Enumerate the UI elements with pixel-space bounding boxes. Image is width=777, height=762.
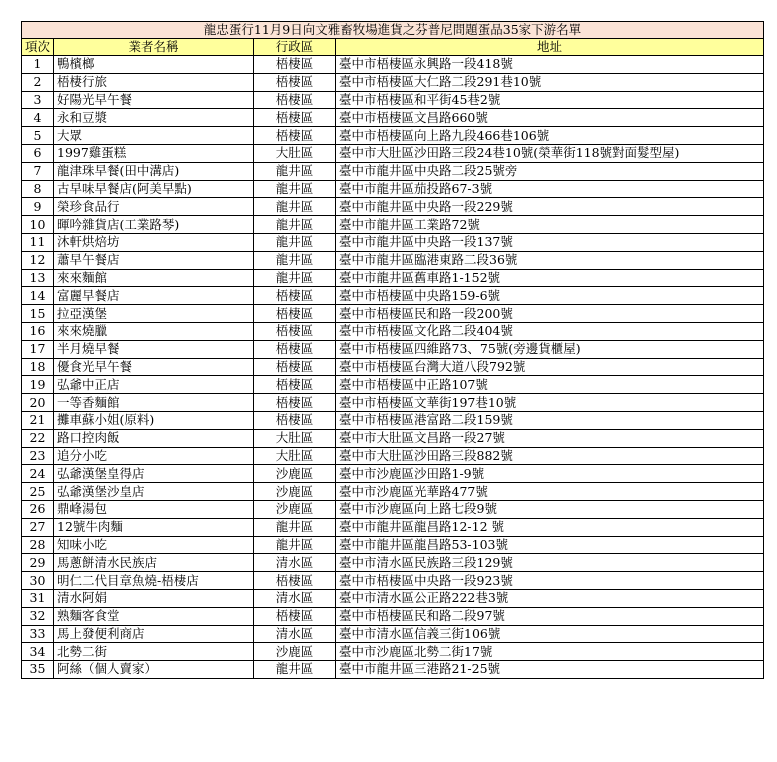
- address: 臺中市大肚區文昌路一段27號: [336, 429, 764, 447]
- business-name: 沐軒烘焙坊: [54, 233, 254, 251]
- row-number: 26: [22, 500, 54, 518]
- address: 臺中市梧棲區民和路二段97號: [336, 607, 764, 625]
- table-row: [22, 56, 764, 74]
- table-row: [22, 589, 764, 607]
- district: 龍井區: [254, 180, 336, 198]
- row-number: 14: [22, 287, 54, 305]
- header-name: 業者名稱: [54, 39, 254, 56]
- address: 臺中市梧棲區文昌路660號: [336, 109, 764, 127]
- district: 梧棲區: [254, 340, 336, 358]
- row-number: 12: [22, 251, 54, 269]
- table-title: 龍忠蛋行11月9日向文雅畜牧場進貨之芬普尼問題蛋品35家下游名單: [22, 22, 764, 39]
- table-row: [22, 429, 764, 447]
- table-row: [22, 340, 764, 358]
- business-name: 好陽光早午餐: [54, 91, 254, 109]
- business-name: 鼎峰湯包: [54, 500, 254, 518]
- address: 臺中市梧棲區大仁路二段291巷10號: [336, 73, 764, 91]
- district: 梧棲區: [254, 73, 336, 91]
- business-name: 優食光早午餐: [54, 358, 254, 376]
- business-name: 暉吟雜貨店(工業路琴): [54, 216, 254, 234]
- address: 臺中市龍井區舊車路1-152號: [336, 269, 764, 287]
- business-name: 熟麵客食堂: [54, 607, 254, 625]
- address: 臺中市清水區信義三街106號: [336, 625, 764, 643]
- business-name: 大眾: [54, 127, 254, 145]
- table-row: [22, 198, 764, 216]
- row-number: 32: [22, 607, 54, 625]
- row-number: 24: [22, 465, 54, 483]
- district: 梧棲區: [254, 394, 336, 412]
- address: 臺中市梧棲區向上路九段466巷106號: [336, 127, 764, 145]
- address: 臺中市龍井區龍昌路53-103號: [336, 536, 764, 554]
- downstream-list-table: [21, 21, 764, 679]
- row-number: 21: [22, 411, 54, 429]
- row-number: 25: [22, 483, 54, 501]
- address: 臺中市龍井區中央路一段137號: [336, 233, 764, 251]
- district: 龍井區: [254, 233, 336, 251]
- district: 沙鹿區: [254, 500, 336, 518]
- table-row: [22, 643, 764, 661]
- business-name: 12號牛肉麵: [54, 518, 254, 536]
- table-row: [22, 358, 764, 376]
- table-row: [22, 287, 764, 305]
- row-number: 8: [22, 180, 54, 198]
- row-number: 5: [22, 127, 54, 145]
- district: 大肚區: [254, 447, 336, 465]
- business-name: 梧棲行旅: [54, 73, 254, 91]
- address: 臺中市梧棲區民和路一段200號: [336, 305, 764, 323]
- table-row: [22, 554, 764, 572]
- title-row: [22, 22, 764, 39]
- business-name: 攤車蘇小姐(原料): [54, 411, 254, 429]
- row-number: 18: [22, 358, 54, 376]
- row-number: 13: [22, 269, 54, 287]
- district: 大肚區: [254, 144, 336, 162]
- district: 龍井區: [254, 518, 336, 536]
- row-number: 30: [22, 572, 54, 590]
- table-row: [22, 162, 764, 180]
- table-row: [22, 73, 764, 91]
- business-name: 1997雞蛋糕: [54, 144, 254, 162]
- address: 臺中市梧棲區四維路73、75號(旁邊貨櫃屋): [336, 340, 764, 358]
- row-number: 3: [22, 91, 54, 109]
- row-number: 29: [22, 554, 54, 572]
- table-row: [22, 447, 764, 465]
- address: 臺中市龍井區茄投路67-3號: [336, 180, 764, 198]
- row-number: 31: [22, 589, 54, 607]
- address: 臺中市梧棲區文化路二段404號: [336, 322, 764, 340]
- table-row: [22, 269, 764, 287]
- business-name: 弘爺漢堡沙皇店: [54, 483, 254, 501]
- table-row: [22, 411, 764, 429]
- business-name: 榮珍食品行: [54, 198, 254, 216]
- table-row: [22, 661, 764, 679]
- business-name: 蕭早午餐店: [54, 251, 254, 269]
- address: 臺中市龍井區三港路21-25號: [336, 661, 764, 679]
- business-name: 一等香麵館: [54, 394, 254, 412]
- table-row: [22, 109, 764, 127]
- table-row: [22, 394, 764, 412]
- header-row: [22, 39, 764, 56]
- district: 梧棲區: [254, 56, 336, 74]
- district: 梧棲區: [254, 607, 336, 625]
- table-row: [22, 518, 764, 536]
- row-number: 10: [22, 216, 54, 234]
- address: 臺中市沙鹿區沙田路1-9號: [336, 465, 764, 483]
- district: 梧棲區: [254, 358, 336, 376]
- business-name: 來來麵館: [54, 269, 254, 287]
- district: 龍井區: [254, 251, 336, 269]
- table-row: [22, 91, 764, 109]
- business-name: 富麗早餐店: [54, 287, 254, 305]
- address: 臺中市梧棲區永興路一段418號: [336, 56, 764, 74]
- business-name: 永和豆漿: [54, 109, 254, 127]
- table-row: [22, 500, 764, 518]
- header-district: 行政區: [254, 39, 336, 56]
- table-row: [22, 180, 764, 198]
- address: 臺中市梧棲區港富路二段159號: [336, 411, 764, 429]
- row-number: 4: [22, 109, 54, 127]
- address: 臺中市梧棲區文華街197巷10號: [336, 394, 764, 412]
- business-name: 龍津珠早餐(田中溝店): [54, 162, 254, 180]
- district: 龍井區: [254, 162, 336, 180]
- row-number: 28: [22, 536, 54, 554]
- address: 臺中市梧棲區中央路159-6號: [336, 287, 764, 305]
- district: 沙鹿區: [254, 483, 336, 501]
- district: 龍井區: [254, 216, 336, 234]
- row-number: 1: [22, 56, 54, 74]
- business-name: 古早味早餐店(阿美早點): [54, 180, 254, 198]
- district: 梧棲區: [254, 322, 336, 340]
- row-number: 35: [22, 661, 54, 679]
- district: 梧棲區: [254, 127, 336, 145]
- row-number: 16: [22, 322, 54, 340]
- table-row: [22, 465, 764, 483]
- business-name: 弘爺漢堡皇得店: [54, 465, 254, 483]
- district: 梧棲區: [254, 376, 336, 394]
- district: 梧棲區: [254, 411, 336, 429]
- district: 清水區: [254, 554, 336, 572]
- table-row: [22, 625, 764, 643]
- table-row: [22, 233, 764, 251]
- row-number: 33: [22, 625, 54, 643]
- business-name: 弘爺中正店: [54, 376, 254, 394]
- row-number: 23: [22, 447, 54, 465]
- business-name: 鴨檳榔: [54, 56, 254, 74]
- address: 臺中市清水區民族路三段129號: [336, 554, 764, 572]
- row-number: 7: [22, 162, 54, 180]
- row-number: 27: [22, 518, 54, 536]
- table-row: [22, 322, 764, 340]
- address: 臺中市龍井區工業路72號: [336, 216, 764, 234]
- address: 臺中市龍井區中央路一段229號: [336, 198, 764, 216]
- district: 梧棲區: [254, 572, 336, 590]
- district: 龍井區: [254, 269, 336, 287]
- row-number: 19: [22, 376, 54, 394]
- address: 臺中市梧棲區台灣大道八段792號: [336, 358, 764, 376]
- address: 臺中市沙鹿區光華路477號: [336, 483, 764, 501]
- table-row: [22, 483, 764, 501]
- header-no: 項次: [22, 39, 54, 56]
- table-row: [22, 536, 764, 554]
- row-number: 9: [22, 198, 54, 216]
- address: 臺中市梧棲區中央路一段923號: [336, 572, 764, 590]
- address: 臺中市梧棲區和平街45巷2號: [336, 91, 764, 109]
- business-name: 路口控肉飯: [54, 429, 254, 447]
- business-name: 北勢二街: [54, 643, 254, 661]
- business-name: 追分小吃: [54, 447, 254, 465]
- header-address: 地址: [336, 39, 764, 56]
- business-name: 來來燒臘: [54, 322, 254, 340]
- business-name: 明仁二代目章魚燒-梧棲店: [54, 572, 254, 590]
- address: 臺中市沙鹿區北勢二街17號: [336, 643, 764, 661]
- table-row: [22, 216, 764, 234]
- table-row: [22, 305, 764, 323]
- table-row: [22, 572, 764, 590]
- address: 臺中市大肚區沙田路三段882號: [336, 447, 764, 465]
- district: 龍井區: [254, 661, 336, 679]
- district: 大肚區: [254, 429, 336, 447]
- address: 臺中市梧棲區中正路107號: [336, 376, 764, 394]
- business-name: 知味小吃: [54, 536, 254, 554]
- row-number: 20: [22, 394, 54, 412]
- district: 沙鹿區: [254, 643, 336, 661]
- address: 臺中市清水區公正路222巷3號: [336, 589, 764, 607]
- row-number: 6: [22, 144, 54, 162]
- district: 龍井區: [254, 536, 336, 554]
- business-name: 馬蔥餅清水民族店: [54, 554, 254, 572]
- district: 梧棲區: [254, 109, 336, 127]
- table-row: [22, 607, 764, 625]
- table-row: [22, 251, 764, 269]
- table-row: [22, 144, 764, 162]
- table-row: [22, 127, 764, 145]
- business-name: 阿絲（個人賣家）: [54, 661, 254, 679]
- district: 龍井區: [254, 198, 336, 216]
- district: 沙鹿區: [254, 465, 336, 483]
- business-name: 半月燒早餐: [54, 340, 254, 358]
- row-number: 15: [22, 305, 54, 323]
- business-name: 馬上發便利商店: [54, 625, 254, 643]
- row-number: 17: [22, 340, 54, 358]
- district: 梧棲區: [254, 305, 336, 323]
- table-row: [22, 376, 764, 394]
- address: 臺中市龍井區中央路二段25號旁: [336, 162, 764, 180]
- address: 臺中市大肚區沙田路三段24巷10號(榮華街118號對面髮型屋): [336, 144, 764, 162]
- district: 梧棲區: [254, 91, 336, 109]
- row-number: 2: [22, 73, 54, 91]
- district: 清水區: [254, 625, 336, 643]
- business-name: 拉亞漢堡: [54, 305, 254, 323]
- business-name: 清水阿娟: [54, 589, 254, 607]
- district: 清水區: [254, 589, 336, 607]
- row-number: 11: [22, 233, 54, 251]
- address: 臺中市龍井區龍昌路12-12 號: [336, 518, 764, 536]
- address: 臺中市龍井區臨港東路二段36號: [336, 251, 764, 269]
- district: 梧棲區: [254, 287, 336, 305]
- row-number: 22: [22, 429, 54, 447]
- row-number: 34: [22, 643, 54, 661]
- address: 臺中市沙鹿區向上路七段9號: [336, 500, 764, 518]
